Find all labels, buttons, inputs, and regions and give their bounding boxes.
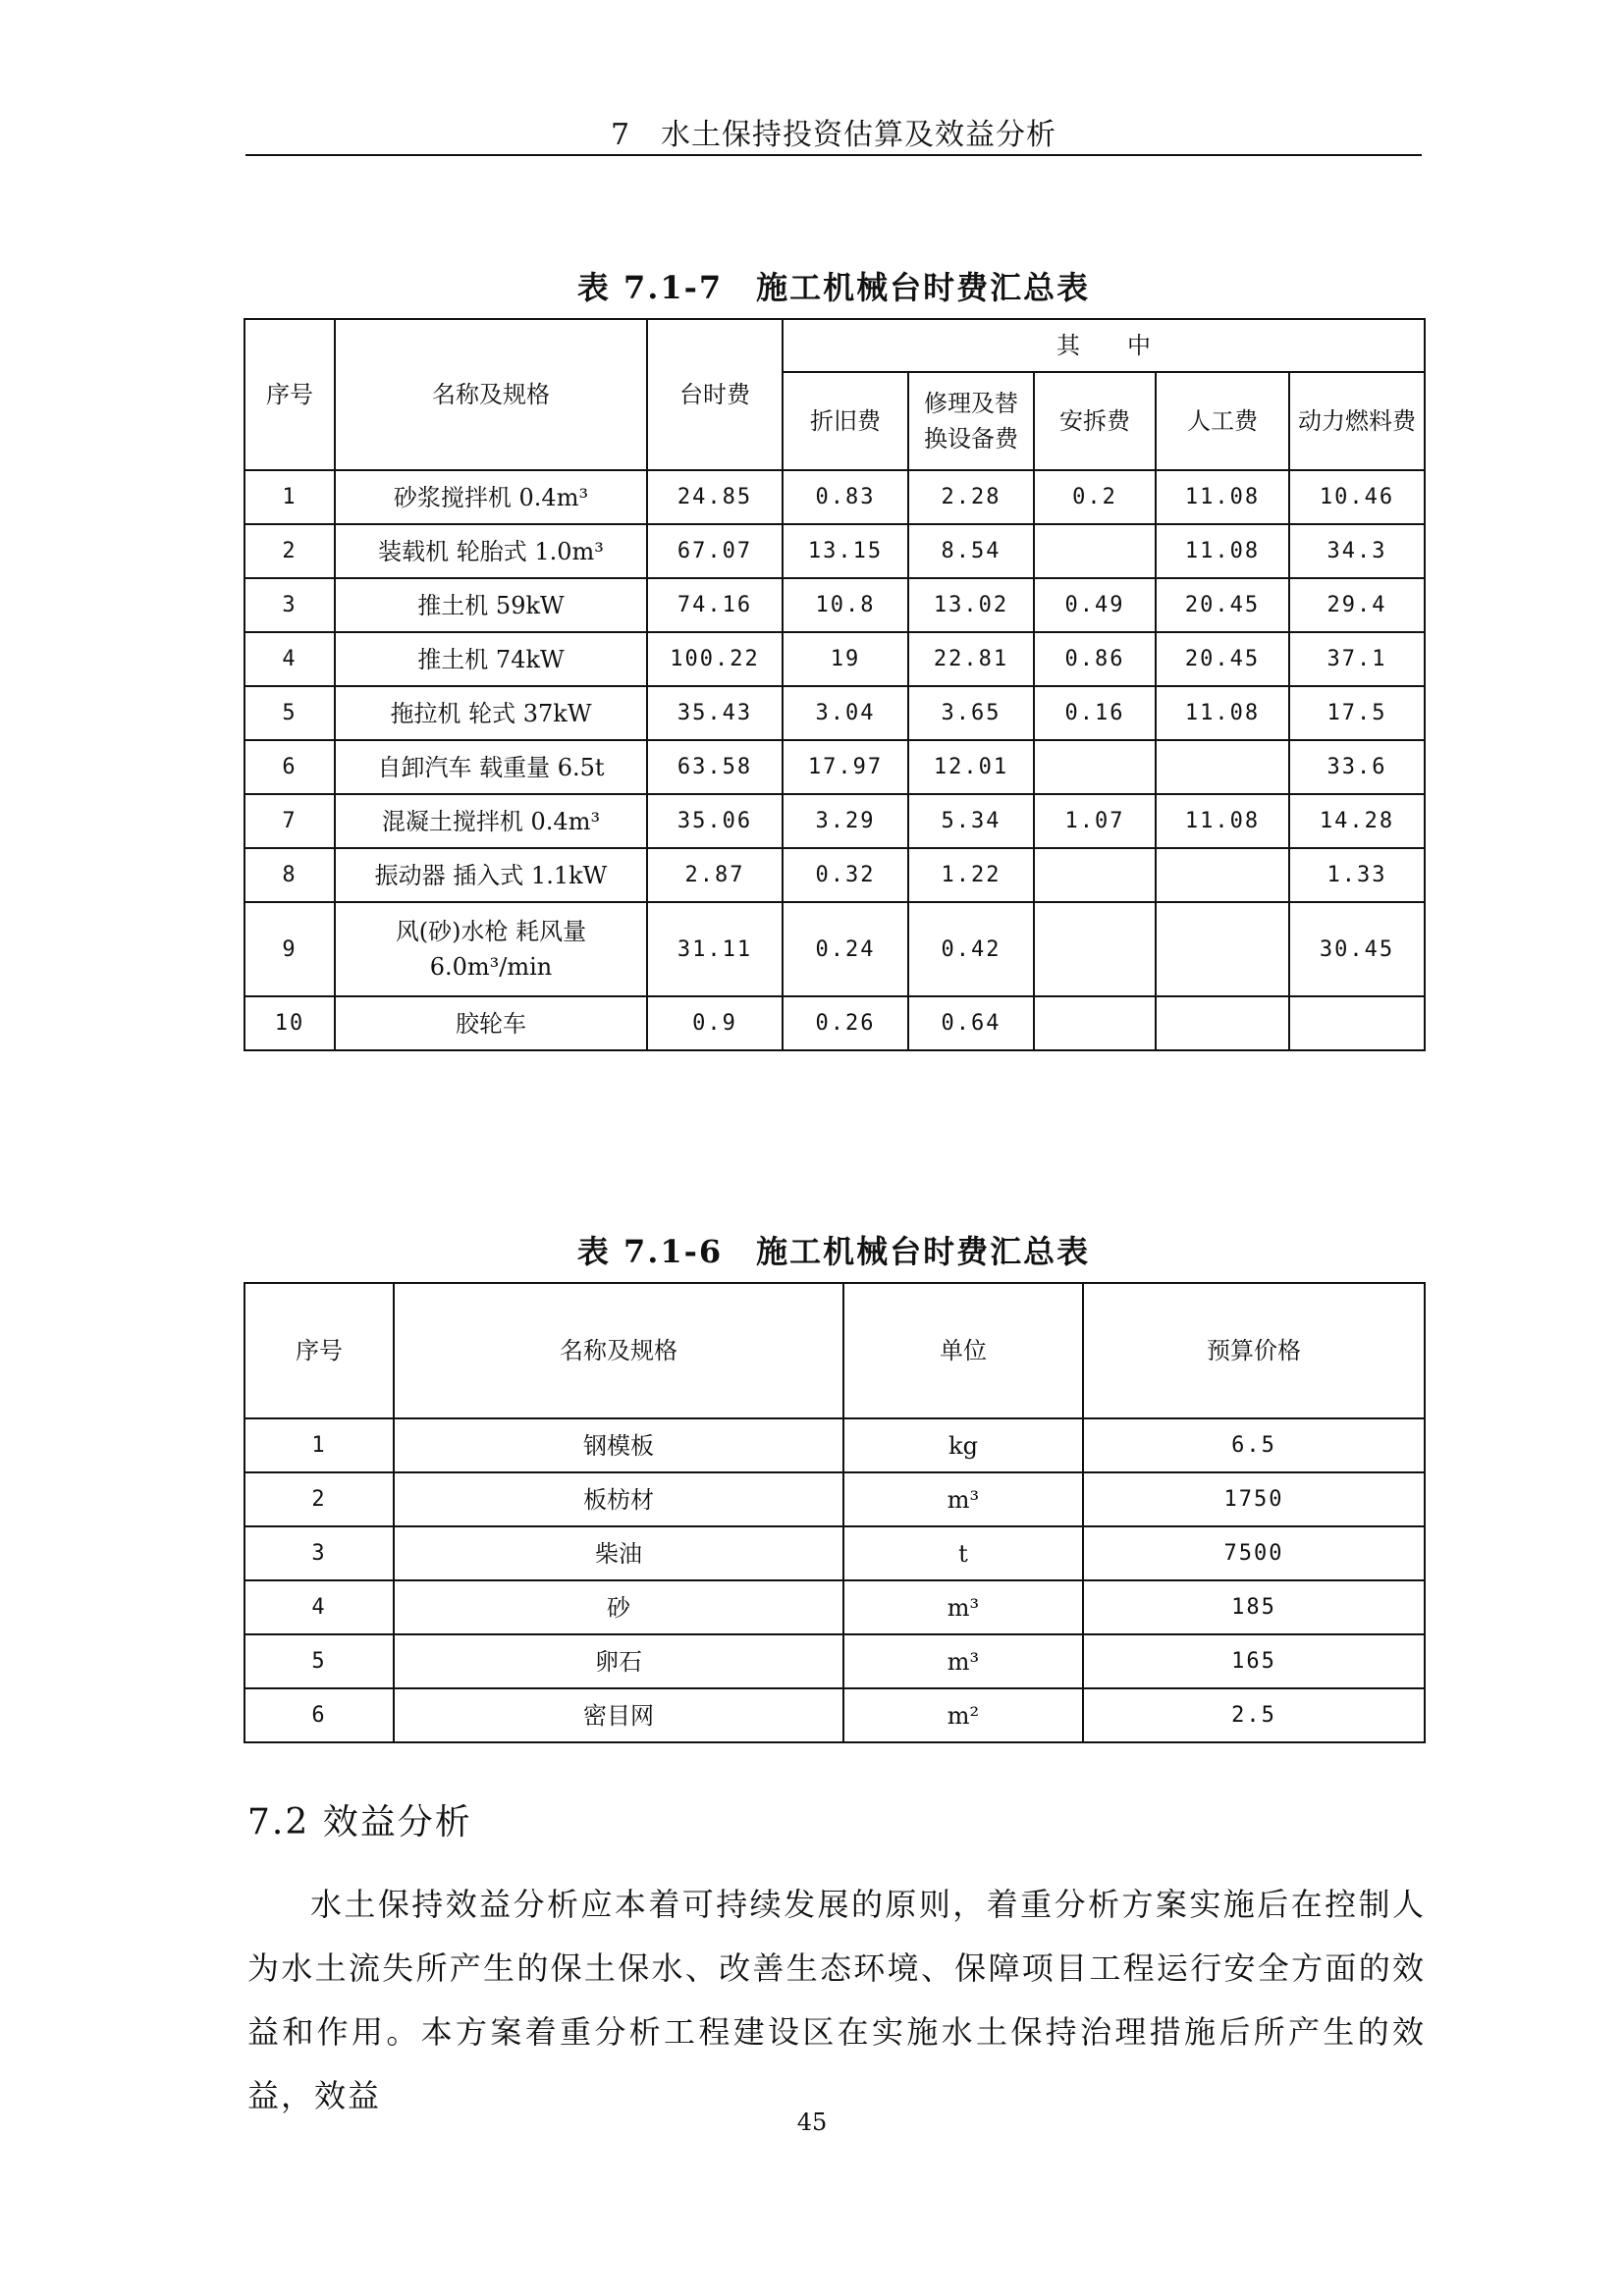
table-cell [1034,740,1156,794]
table-cell: 0.49 [1034,578,1156,632]
table-cell: 1.07 [1034,794,1156,848]
table-cell: kg [843,1418,1083,1472]
table-cell: 10 [244,996,335,1050]
table-row [244,1472,1425,1526]
table1-body [244,470,1425,1050]
table-cell: 砂 [394,1580,843,1634]
table-row [244,1688,1425,1742]
table-cell: m² [843,1688,1083,1742]
table-row [244,470,1425,524]
table2-caption: 表 7.1-6 施工机械台时费汇总表 [576,1233,1091,1270]
table-cell: 0.64 [908,996,1034,1050]
header-rule [245,154,1422,156]
col-header-no: 序号 [244,319,335,470]
table-cell: 推土机 59kW [335,578,647,632]
table-cell: 2.5 [1083,1688,1425,1742]
table-cell: 17.97 [783,740,908,794]
table-cell: 6 [244,1688,394,1742]
table-cell [1156,902,1289,996]
table-cell: 1.33 [1289,848,1425,902]
section-heading: 7.2 效益分析 [247,1802,472,1842]
table-cell: 30.45 [1289,902,1425,996]
table-cell: 8 [244,848,335,902]
col-header-hourly-cost: 台时费 [647,319,783,470]
col-header-group: 其 中 [783,319,1425,372]
table-cell: 2 [244,524,335,578]
table-cell: 11.08 [1156,794,1289,848]
table-cell: 振动器 插入式 1.1kW [335,848,647,902]
table-cell: 34.3 [1289,524,1425,578]
col-header-name: 名称及规格 [394,1283,843,1418]
table-cell: 11.08 [1156,470,1289,524]
table-cell: 胶轮车 [335,996,647,1050]
table-cell [1289,996,1425,1050]
table-cell: 推土机 74kW [335,632,647,686]
table-row [244,1634,1425,1688]
table-cell: t [843,1526,1083,1580]
table-row [244,902,1425,996]
col-header-no: 序号 [244,1283,394,1418]
table-cell: 14.28 [1289,794,1425,848]
table-cell: 砂浆搅拌机 0.4m³ [335,470,647,524]
table-cell: 自卸汽车 载重量 6.5t [335,740,647,794]
table2-body [244,1418,1425,1742]
table-row [244,524,1425,578]
table-cell: 0.2 [1034,470,1156,524]
col-header-unit: 单位 [843,1283,1083,1418]
table-cell: 密目网 [394,1688,843,1742]
table-cell: 1750 [1083,1472,1425,1526]
table-row [244,578,1425,632]
table-cell: 混凝土搅拌机 0.4m³ [335,794,647,848]
table-cell: 2 [244,1472,394,1526]
table-cell: 2.87 [647,848,783,902]
table-row [244,632,1425,686]
table-cell: 0.16 [1034,686,1156,740]
table-cell: 0.83 [783,470,908,524]
table-cell: 5.34 [908,794,1034,848]
table-cell: 37.1 [1289,632,1425,686]
table-cell: 钢模板 [394,1418,843,1472]
running-header: 7 水土保持投资估算及效益分析 [610,118,1057,152]
table-cell: 3.29 [783,794,908,848]
table-row [244,1526,1425,1580]
table1-caption: 表 7.1-7 施工机械台时费汇总表 [576,269,1091,306]
table-cell: 13.02 [908,578,1034,632]
table-cell: 风(砂)水枪 耗风量 6.0m³/min [335,902,647,996]
col-header-depreciation: 折旧费 [783,372,908,470]
table-row [244,740,1425,794]
table-row [244,686,1425,740]
table-cell: 柴油 [394,1526,843,1580]
table-cell: 29.4 [1289,578,1425,632]
table-cell: 31.11 [647,902,783,996]
table-cell: 装载机 轮胎式 1.0m³ [335,524,647,578]
material-price-table [244,1282,1426,1743]
table-cell: 11.08 [1156,686,1289,740]
table-cell: 1.22 [908,848,1034,902]
table-cell: 3 [244,578,335,632]
table-cell: 3.04 [783,686,908,740]
table-cell: m³ [843,1634,1083,1688]
table-cell: 9 [244,902,335,996]
section-paragraph [247,1873,1426,2128]
table-row [244,1418,1425,1472]
table-cell: 3 [244,1526,394,1580]
table-cell [1034,848,1156,902]
table-cell: 10.46 [1289,470,1425,524]
table-cell: 13.15 [783,524,908,578]
table-cell: 74.16 [647,578,783,632]
table-cell: 35.06 [647,794,783,848]
col-header-fuel: 动力燃料费 [1289,372,1425,470]
table-cell: 63.58 [647,740,783,794]
table-cell [1034,524,1156,578]
table-cell: m³ [843,1472,1083,1526]
table-cell: 1 [244,470,335,524]
table-cell [1034,902,1156,996]
table-cell: 67.07 [647,524,783,578]
table-cell: 24.85 [647,470,783,524]
table-cell: 17.5 [1289,686,1425,740]
col-header-repair: 修理及替换设备费 [908,372,1034,470]
table-row [244,996,1425,1050]
table-cell: 0.9 [647,996,783,1050]
table-cell: 11.08 [1156,524,1289,578]
table-cell: 4 [244,1580,394,1634]
table-cell: 22.81 [908,632,1034,686]
col-header-price: 预算价格 [1083,1283,1425,1418]
table-cell: 5 [244,1634,394,1688]
table-cell: 0.42 [908,902,1034,996]
col-header-installation: 安拆费 [1034,372,1156,470]
table-cell: 35.43 [647,686,783,740]
table-cell: 1 [244,1418,394,1472]
table-cell: 165 [1083,1634,1425,1688]
table-cell: 0.26 [783,996,908,1050]
table-cell: 19 [783,632,908,686]
table-cell: 6.5 [1083,1418,1425,1472]
table-cell: 7500 [1083,1526,1425,1580]
table-row [244,794,1425,848]
table-cell: 0.86 [1034,632,1156,686]
table-cell: 33.6 [1289,740,1425,794]
table-cell: 板枋材 [394,1472,843,1526]
table-cell: 卵石 [394,1634,843,1688]
table-row [244,848,1425,902]
table-cell [1156,996,1289,1050]
table-cell [1034,996,1156,1050]
table-cell [1156,740,1289,794]
col-header-labor: 人工费 [1156,372,1289,470]
page-number: 45 [796,2109,828,2136]
table-cell: 8.54 [908,524,1034,578]
table-cell: 20.45 [1156,632,1289,686]
table-cell: 2.28 [908,470,1034,524]
table-row [244,1580,1425,1634]
table-cell: 10.8 [783,578,908,632]
machinery-hourly-cost-table [244,318,1426,1051]
paragraph-text: 水土保持效益分析应本着可持续发展的原则，着重分析方案实施后在控制人为水土流失所产生的保土保水、改善生态环境、保障项目工程运行安全方面的效益和作用。本方案着重分析工程建设区在实施水土保持治理措施后所产生的效益，效益 [247,1886,1426,2114]
table-cell: 拖拉机 轮式 37kW [335,686,647,740]
table-cell: 6 [244,740,335,794]
col-header-name: 名称及规格 [335,319,647,470]
table-cell: 20.45 [1156,578,1289,632]
table-cell: 3.65 [908,686,1034,740]
table-cell: 100.22 [647,632,783,686]
table-cell [1156,848,1289,902]
table-cell: 7 [244,794,335,848]
table-cell: 0.32 [783,848,908,902]
table-cell: 5 [244,686,335,740]
table-cell: 185 [1083,1580,1425,1634]
table-cell: 12.01 [908,740,1034,794]
table-cell: 0.24 [783,902,908,996]
table-cell: 4 [244,632,335,686]
table-cell: m³ [843,1580,1083,1634]
